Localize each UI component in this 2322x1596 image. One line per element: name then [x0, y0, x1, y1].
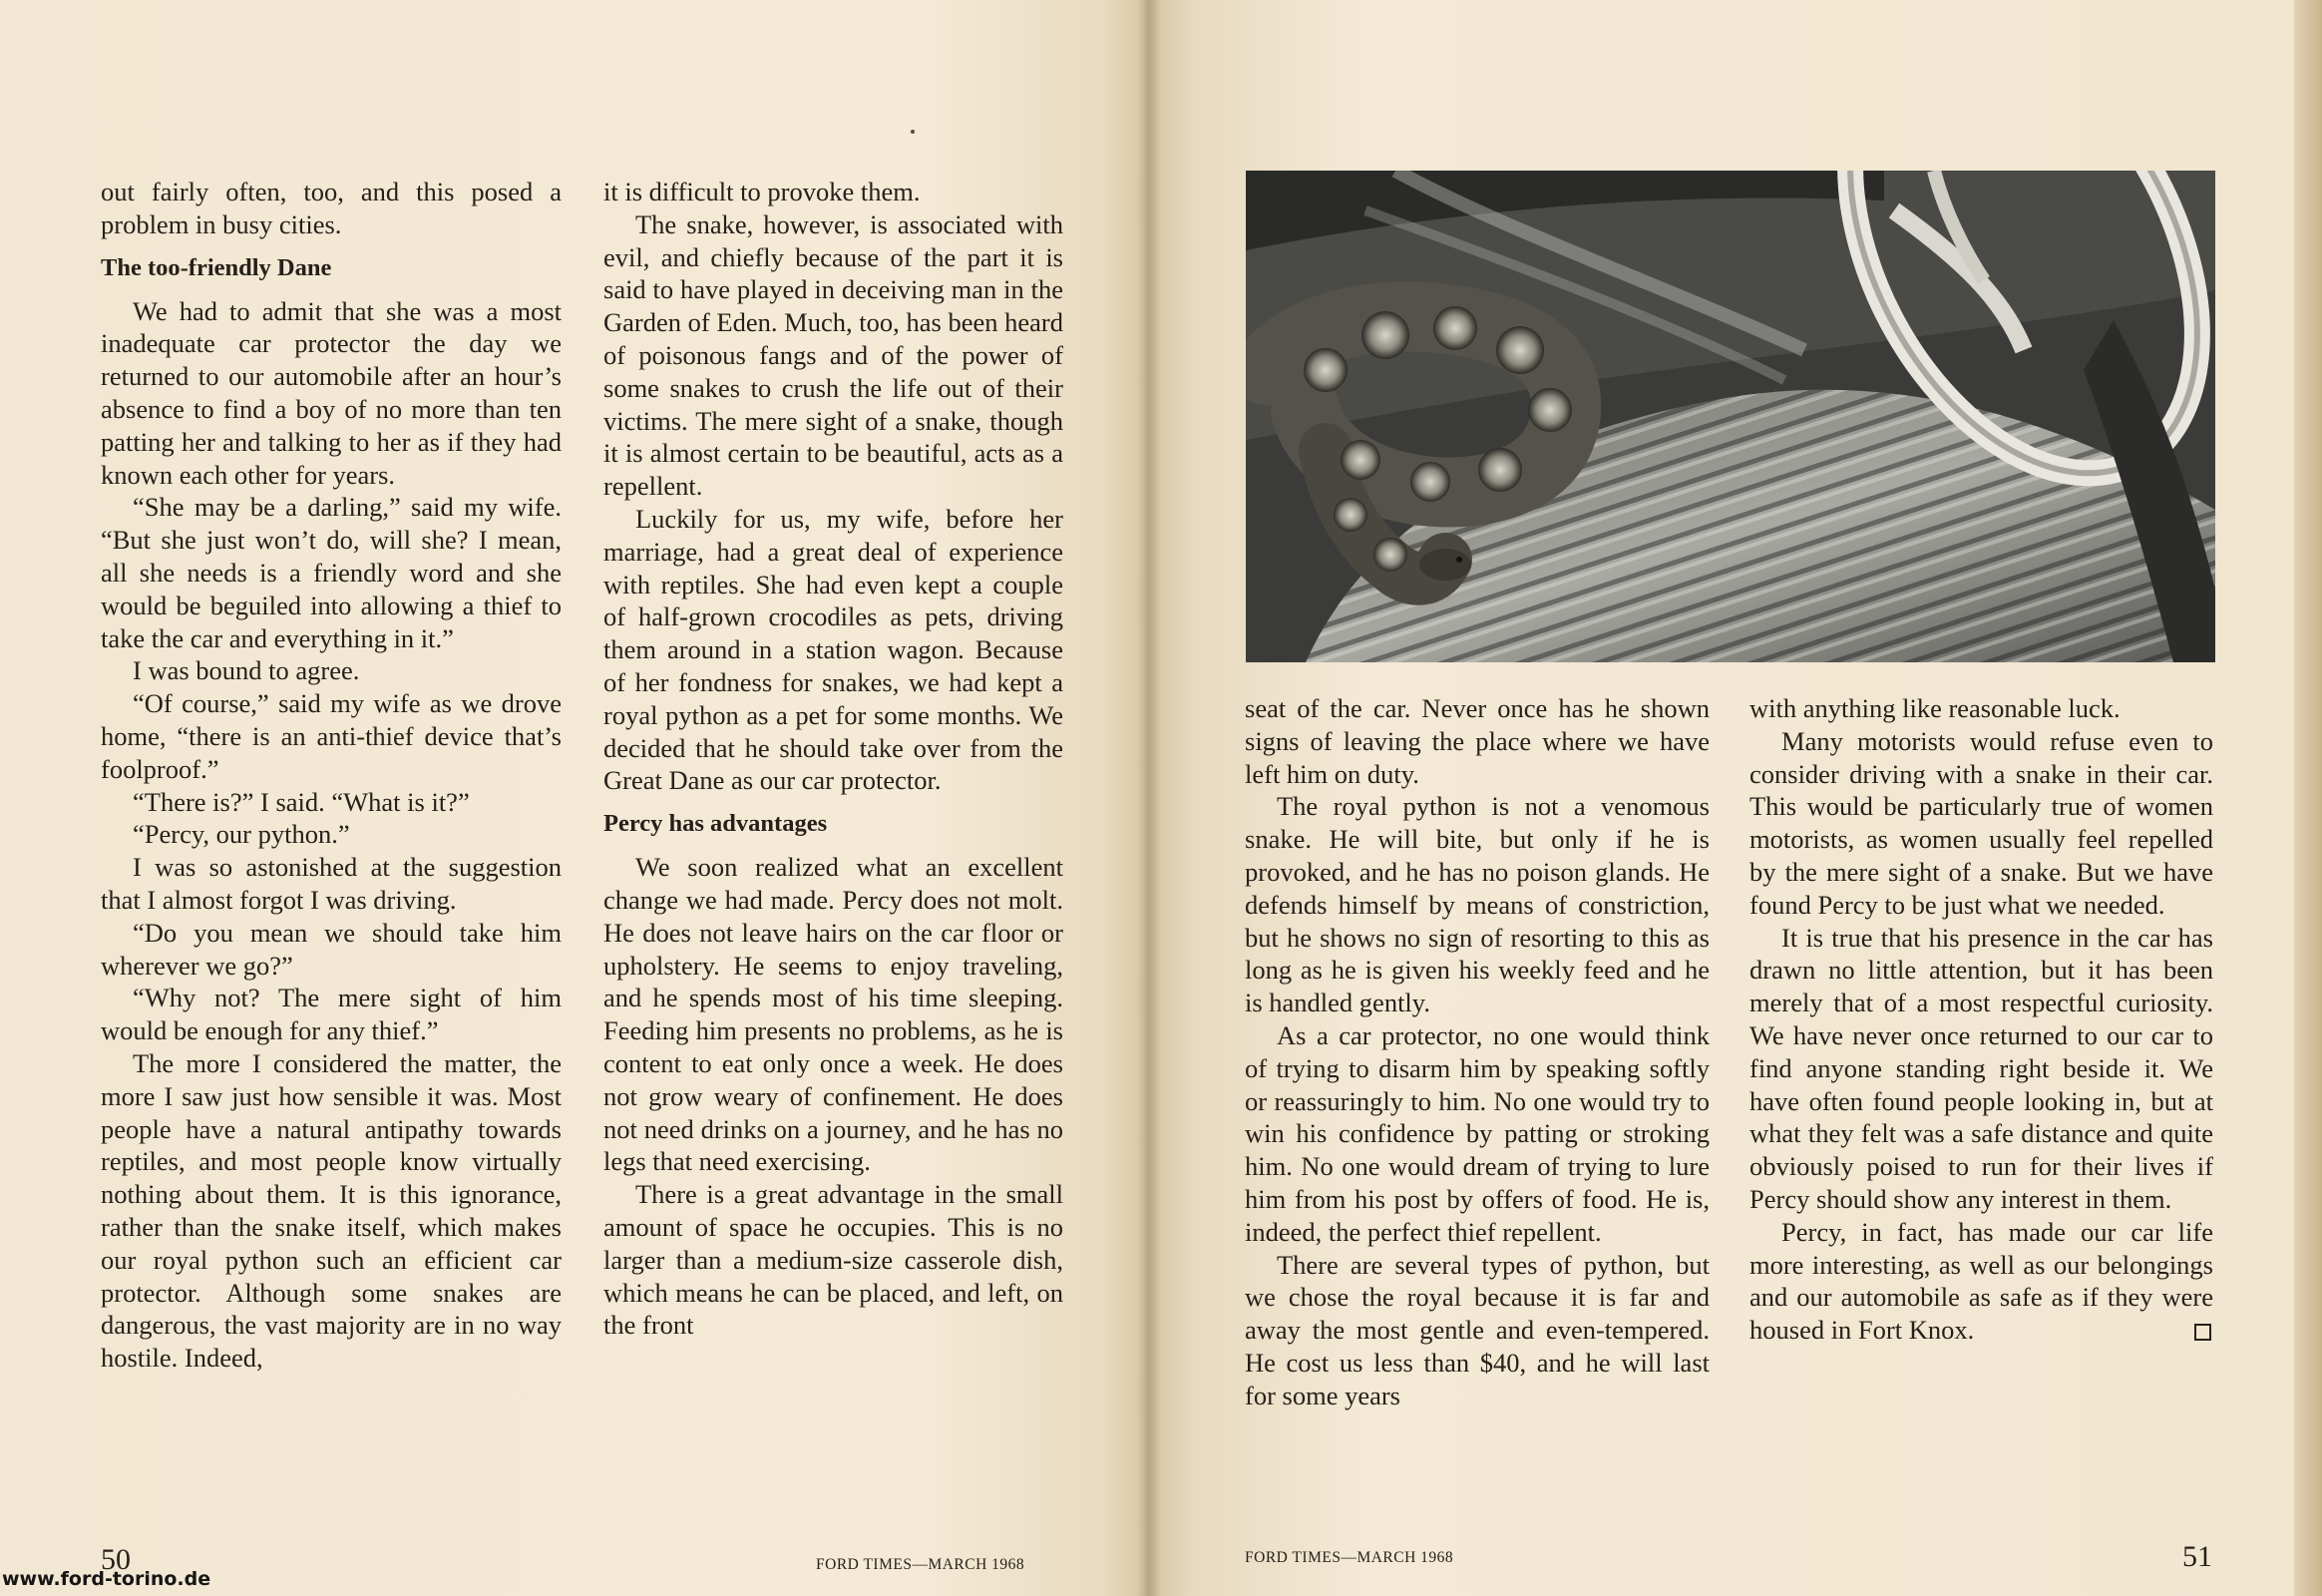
page-number-left: 50: [101, 1543, 131, 1576]
paper-speck: [911, 130, 915, 134]
paragraph: “Do you mean we should take him wherever we go?”: [101, 917, 562, 981]
python-photo: [1246, 171, 2215, 662]
page-number-right: 51: [2182, 1540, 2212, 1573]
paragraph: We soon realized what an excellent change we had made. Percy does not molt. He does not leave hairs on the car floor or upholstery. He seems to enjoy traveling, and he spends most of his time sleeping. Feeding him presents no problems, as he is content to eat only once a week. He does not grow weary of confinement. He does not need drinks on a journey, and he has no legs that need exercising.: [603, 852, 1063, 1177]
end-of-article-square-icon: [2194, 1324, 2211, 1341]
running-head-left: FORD TIMES—MARCH 1968: [816, 1556, 1025, 1573]
paragraph: It is true that his presence in the car has drawn no little attention, but it has been merely that of a most respectful curiosity. We have never once returned to our car to find anyone standing right beside it. We have often found people looking in, but at what they felt was a safe distance and quite obviously poised to run for their lives if Percy should show any interest in them.: [1749, 922, 2213, 1214]
paragraph: Many motorists would refuse even to consider driving with a snake in their car. This would be particularly true of women motorists, as women usually feel repelled by the mere sight of a snake. But we have found Percy to be just what we needed.: [1749, 725, 2213, 920]
paragraph: As a car protector, no one would think of trying to disarm him by speaking softly or reassuringly to him. No one would try to win his confidence by patting or stroking him. No one would dream of trying to lure him from his post by offers of food. He is, indeed, the perfect thief repellent.: [1245, 1019, 1710, 1247]
paragraph: it is difficult to provoke them.: [603, 177, 921, 206]
paragraph: [1749, 1216, 2213, 1347]
python-on-car-seat-illustration: [1246, 171, 2215, 662]
paragraph: Luckily for us, my wife, before her marriage, had a great deal of experience with reptiles. She had even kept a couple of half-grown crocodiles as pets, driving them around in a station wagon. Because of her fondness for snakes, we had kept a royal python as a pet for some months. We decided that he should take over from the Great Dane as our car protector.: [603, 503, 1063, 796]
column-4: [1749, 692, 2213, 1347]
column-3: [1245, 692, 1710, 1412]
paragraph: “There is?” I said. “What is it?”: [133, 786, 470, 817]
paragraph: The royal python is not a venomous snake. He will bite, but only if he is provoked, and he has no poison glands. He defends himself by means of constriction, but he shows no sign of resorting to this as long as he is given his weekly feed and he is handled gently.: [1245, 791, 1710, 1018]
paragraph: “Of course,” said my wife as we drove home, “there is an anti-thief device that’s foolproof.”: [101, 688, 562, 784]
subheading-too-friendly-dane: The too-friendly Dane: [101, 253, 332, 281]
final-paragraph-text: Percy, in fact, has made our car life more interesting, as well as our belongings and our automobile as safe as if they were housed in Fort Knox.: [1749, 1216, 2213, 1346]
paragraph: out fairly often, too, and this posed a problem in busy cities.: [101, 177, 562, 239]
paragraph: There is a great advantage in the small amount of space he occupies. This is no larger than a medium-size casserole dish, which means he can be placed, and left, on the front: [603, 1179, 1063, 1341]
paragraph: I was bound to agree.: [133, 655, 360, 686]
paragraph: with anything like reasonable luck.: [1749, 693, 2121, 723]
paragraph: seat of the car. Never once has he shown signs of leaving the place where we have left him on duty.: [1245, 693, 1710, 789]
column-2: [603, 176, 1063, 1342]
page-edge: [2294, 0, 2322, 1596]
running-head-right: FORD TIMES—MARCH 1968: [1245, 1549, 1454, 1566]
paragraph: We had to admit that she was a most inadequate car protector the day we returned to our automobile after an hour’s absence to find a boy of no more than ten patting her and talking to her as if they had known each other for years.: [101, 295, 562, 490]
paragraph: “Why not? The mere sight of him would be enough for any thief.”: [101, 983, 562, 1046]
paragraph: “Percy, our python.”: [133, 819, 350, 850]
paragraph: There are several types of python, but we chose the royal because it is far and away the most gentle and even-tempered. He cost us less than $40, and he will last for some years: [1245, 1249, 1710, 1410]
watermark-url: www.ford-torino.de: [2, 1568, 211, 1590]
paragraph: The snake, however, is associated with evil, and chiefly because of the part it is said to have played in deceiving man in the Garden of Eden. Much, too, has been heard of poisonous fangs and of the power of some snakes to crush the life out of their victims. The mere sight of a snake, though it is almost certain to be beautiful, acts as a repellent.: [603, 208, 1063, 502]
paragraph: I was so astonished at the suggestion that I almost forgot I was driving.: [101, 852, 562, 915]
subheading-percy-has-advantages: Percy has advantages: [603, 810, 828, 838]
book-gutter: [1137, 0, 1161, 1596]
column-1: [101, 176, 562, 1375]
paragraph: The more I considered the matter, the more I saw just how sensible it was. Most people have a natural antipathy towards reptiles, and most people know virtually nothing about them. It is this ignorance, rather than the snake itself, which makes our royal python such an efficient car protector. Although some snakes are dangerous, the vast majority are in no way hostile. Indeed,: [101, 1047, 562, 1374]
paragraph: “She may be a darling,” said my wife. “But she just won’t do, will she? I mean, all she needs is a friendly word and she would be beguiled into allowing a thief to take the car and everything in it.”: [101, 492, 562, 653]
